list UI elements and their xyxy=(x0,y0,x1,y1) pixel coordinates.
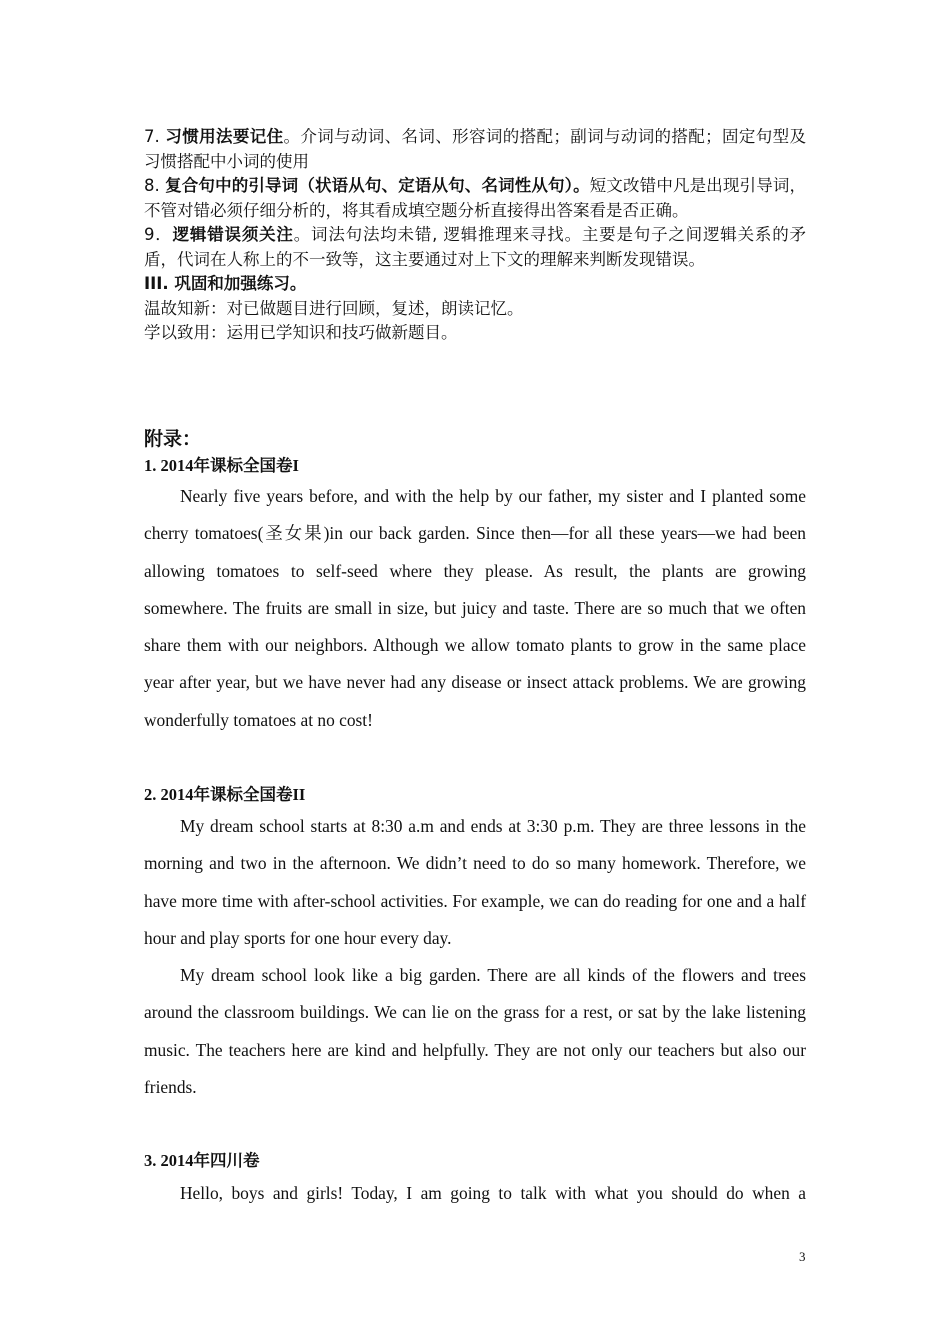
tip-body: 。介词与动词、名词、形容词的搭配；副词与动词的搭配；固定句型及习惯搭配中小词的使用 xyxy=(144,127,807,171)
passage-3 xyxy=(144,1175,806,1212)
page-number: 3 xyxy=(799,1249,806,1264)
passage-paragraph: My dream school look like a big garden. There are all kinds of the flowers and trees around the classroom buildings. We can lie on the grass for a rest, or sat by the lake listening music. The teachers here are kind and helpfully. They are not only our teachers but also our friends. xyxy=(144,965,806,1098)
tip-item-7 xyxy=(144,125,806,174)
tip-item-9 xyxy=(144,223,806,272)
appendix-heading: 附录： xyxy=(144,428,202,450)
passage-2 xyxy=(144,808,806,1106)
apply-line: 学以致用：运用已学知识和技巧做新题目。 xyxy=(144,323,458,342)
tip-body: 短文改错中凡是出现引导词，不管对错必须仔细分析的，将其看成填空题分析直接得出答案看是否正确。 xyxy=(144,176,807,220)
tip-heading: 复合句中的引导词（状语从句、定语从句、名词性从句）。 xyxy=(165,176,590,195)
tip-body: 。词法句法均未错, 逻辑推理来寻找。主要是句子之间逻辑关系的矛盾，代词在人称上的不一致等，这主要通过对上下文的理解来判断发现错误。 xyxy=(144,225,807,269)
review-line: 温故知新：对已做题目进行回顾，复述，朗读记忆。 xyxy=(144,298,524,318)
passage-1 xyxy=(144,478,806,739)
section-3-title: 3. 2014年四川卷 xyxy=(144,1151,260,1170)
passage-paragraph: Hello, boys and girls! Today, I am going to talk with what you should do when a xyxy=(180,1183,806,1203)
passage-paragraph: Nearly five years before, and with the help by our father, my sister and I planted some cherry tomatoes(圣女果)in our back garden. Since then—for all these years—we had been allowing tomatoes to self-seed where they please. As result, the plants are growing somewhere. The fruits are small in size, but juicy and taste. There are so much that we often share them with our neighbors. Although we allow tomato plants to grow in the same place year after year, but we have never had any disease or insect attack problems. We are growing wonderfully tomatoes at no cost! xyxy=(144,486,806,730)
tip-heading: 逻辑错误须关注 xyxy=(172,225,294,244)
section-2-title: 2. 2014年课标全国卷II xyxy=(144,785,306,804)
passage-paragraph: My dream school starts at 8:30 a.m and ends at 3:30 p.m. They are three lessons in the morning and two in the afternoon. We didn’t need to do so many homework. Therefore, we have more time with after-school activities. For example, we can do reading for one and a half hour and play sports for one hour every day. xyxy=(144,816,806,948)
tip-item-8 xyxy=(144,174,806,223)
section-1-title: 1. 2014年课标全国卷I xyxy=(144,456,299,475)
tips-list xyxy=(144,125,806,346)
tip-heading: 习惯用法要记住 xyxy=(165,127,284,146)
tip-number: 9． xyxy=(144,225,173,244)
section-3-title: III. 巩固和加强练习。 xyxy=(144,274,307,293)
tip-number: 7. xyxy=(144,127,166,146)
tip-number: 8. xyxy=(144,176,166,195)
